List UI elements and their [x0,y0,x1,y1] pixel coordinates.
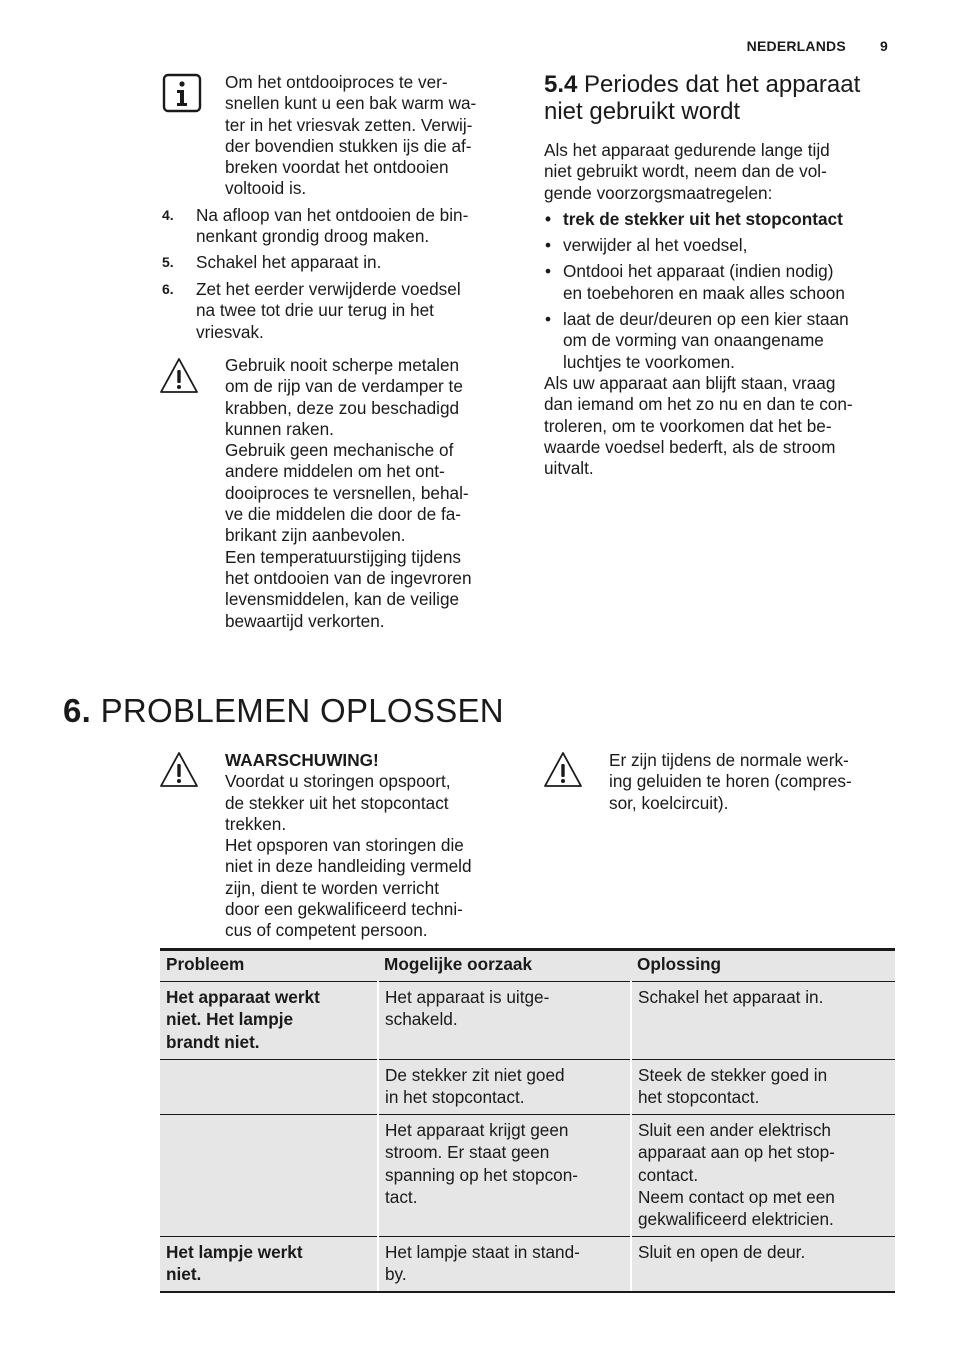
step-text: Schakel het apparaat in. [196,252,382,272]
step-text: Zet het eerder verwijderde voedsel na twee tot drie uur terug in het vriesvak. [196,279,461,342]
section-6-heading: 6. PROBLEMEN OPLOSSEN [63,692,504,729]
page-header [747,38,888,54]
list-item: • trek de stekker uit het stopcontact [544,209,914,230]
solution-cell: Sluit en open de deur. [631,1237,895,1292]
step-number: 5. [162,254,174,270]
page-number: 9 [880,38,888,54]
solution-cell: Steek de stekker goed in het stopcontact. [631,1060,895,1115]
column-header: Probleem [160,950,378,982]
solution-cell: Sluit een ander elektrisch apparaat aan op het stop- contact. Neem contact op met een gekwalificeerd elektricien. [631,1115,895,1237]
troubleshooting-table [160,948,895,1293]
warning-troubleshoot-text: WAARSCHUWING! Voordat u storingen opspoort, de stekker uit het stopcontact trekken. Het opsporen van storingen die niet in deze handleiding vermeld zijn, dient te worden verricht door een gekwalificeerd techni- cus of competent persoon. [225,750,525,942]
step-number: 4. [162,207,174,223]
cause-cell: Het apparaat krijgt geen stroom. Er staat geen spanning op het stopcon- tact. [378,1115,631,1237]
warning-icon [543,750,583,790]
list-item: • laat de deur/deuren op een kier staan om de vorming van onaangename luchtjes te voorkomen. [544,309,914,373]
column-header: Mogelijke oorzaak [378,950,631,982]
cause-cell: Het lampje staat in stand- by. [378,1237,631,1292]
section-5-4-body: Als het apparaat gedurende lange tijd niet gebruikt wordt, neem dan de vol- gende voorzorgsmaatregelen: • trek de stekker uit het stopcontact • verwijder al het voedsel, • Ontdooi het apparaat (indien nodig) en toebehoren en maak alles schoon • laat de deur/deuren op een kier staan om de vorming van onaangename luchtjes te voorkomen. Als uw apparaat aan blijft staan, vraag dan iemand om het zo nu en dan te con- troleren, om te voorkomen dat het be- waarde voedsel bederft, als de stroom uitvalt. [544,140,914,479]
table-row [160,982,895,1060]
problem-cell: Het lampje werkt niet. [160,1237,378,1292]
problem-cell [160,1115,378,1237]
table-row [160,1115,895,1237]
warning-icon [159,356,199,396]
language-label: NEDERLANDS [746,38,846,54]
precaution-list [544,209,914,373]
cause-cell: De stekker zit niet goed in het stopcontact. [378,1060,631,1115]
warning-icon [159,750,199,790]
list-item: • verwijder al het voedsel, [544,235,914,256]
column-header: Oplossing [631,950,895,982]
step-number: 6. [162,281,174,297]
warning-heading: WAARSCHUWING! [225,750,379,770]
section-5-4-heading: 5.4 Periodes dat het apparaat niet gebruikt wordt [544,71,861,125]
solution-cell: Schakel het apparaat in. [631,982,895,1060]
table-row [160,1060,895,1115]
info-note-text: Om het ontdooiproces te ver- snellen kunt u een bak warm wa- ter in het vriesvak zetten. Verwij- der bovendien stukken ijs die af- breken voordat het ontdooien voltooid is. [225,72,477,199]
problem-cell [160,1060,378,1115]
list-item: • Ontdooi het apparaat (indien nodig) en toebehoren en maak alles schoon [544,261,914,304]
warning-defrost-text: Gebruik nooit scherpe metalen om de rijp van de verdamper te krabben, deze zou beschadigd kunnen raken. Gebruik geen mechanische of andere middelen om het ont- dooiproces te versnellen, behal- ve die middelen die door de fa- brikant zijn aanbevolen. Een temperatuurstijging tijdens het ontdooien van de ingevroren levensmiddelen, kan de veilige bewaartijd verkorten. [225,355,472,631]
table-row [160,1237,895,1292]
step-text: Na afloop van het ontdooien de bin- nenkant grondig droog maken. [196,205,469,247]
problem-cell: Het apparaat werkt niet. Het lampje brandt niet. [160,982,378,1060]
info-icon [162,73,202,113]
table-header-row [160,950,895,982]
noise-note-text: Er zijn tijdens de normale werk- ing geluiden te horen (compres- sor, koelcircuit). [609,750,852,813]
cause-cell: Het apparaat is uitge- schakeld. [378,982,631,1060]
